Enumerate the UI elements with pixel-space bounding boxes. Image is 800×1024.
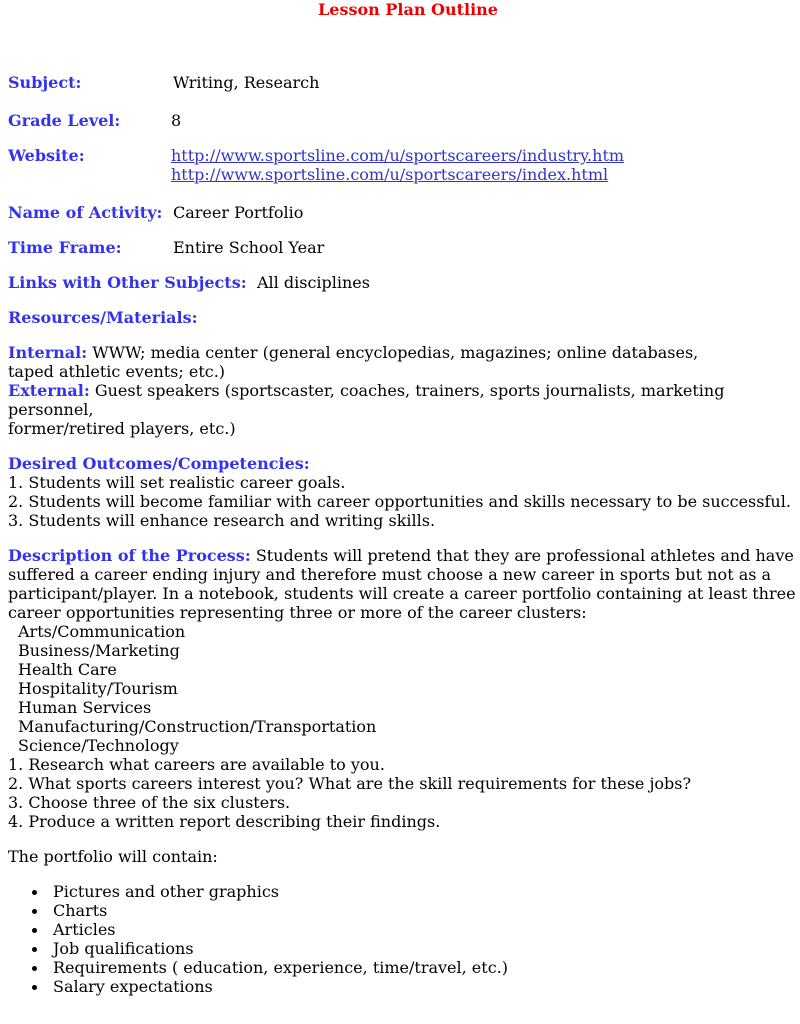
portfolio-item: Charts — [8, 901, 800, 920]
activity-name-label: Name of Activity: — [8, 203, 163, 222]
portfolio-item: Salary expectations — [8, 977, 800, 996]
cluster-item: Manufacturing/Construction/Transportation — [18, 717, 377, 736]
cluster-item: Hospitality/Tourism — [18, 679, 178, 698]
cluster-item: Health Care — [18, 660, 117, 679]
links-other-subjects-value: All disciplines — [257, 273, 370, 292]
cluster-item: Business/Marketing — [18, 641, 180, 660]
process-section — [8, 546, 800, 831]
links-other-subjects-label: Links with Other Subjects: — [8, 273, 247, 292]
process-heading: Description of the Process: — [8, 546, 251, 565]
website-link-index[interactable]: http://www.sportsline.com/u/sportscareers/index.html — [171, 165, 609, 184]
portfolio-item: Pictures and other graphics — [8, 882, 800, 901]
time-frame-label: Time Frame: — [8, 238, 122, 257]
subject-value: Writing, Research — [173, 73, 320, 92]
internal-line-2: taped athletic events; etc.) — [8, 362, 226, 381]
activity-name-value: Career Portfolio — [173, 203, 304, 222]
external-line-1: External: Guest speakers (sportscaster, coaches, trainers, sports journalists, marketing — [8, 381, 725, 400]
cluster-item: Arts/Communication — [18, 622, 186, 641]
outcomes-heading: Desired Outcomes/Competencies: — [8, 454, 310, 473]
subject-label: Subject: — [8, 73, 82, 92]
grade-level-label: Grade Level: — [8, 111, 121, 130]
portfolio-item: Requirements ( education, experience, time/travel, etc.) — [8, 958, 800, 977]
internal-label: Internal: — [8, 343, 88, 362]
process-line-4: career opportunities representing three or more of the career clusters: — [8, 603, 587, 622]
outcome-item: 3. Students will enhance research and writing skills. — [8, 511, 436, 530]
process-line-3: participant/player. In a notebook, students will create a career portfolio containing at least three — [8, 584, 796, 603]
process-step: 1. Research what careers are available to you. — [8, 755, 385, 774]
external-line-2: personnel, — [8, 400, 94, 419]
portfolio-list — [8, 882, 800, 996]
process-step: 3. Choose three of the six clusters. — [8, 793, 291, 812]
outcomes-section — [8, 454, 800, 530]
internal-line-1: Internal: WWW; media center (general encyclopedias, magazines; online databases, — [8, 343, 699, 362]
page-title: Lesson Plan Outline — [318, 0, 498, 19]
portfolio-intro: The portfolio will contain: — [8, 847, 218, 866]
external-line-3: former/retired players, etc.) — [8, 419, 236, 438]
process-line-2: suffered a career ending injury and therefore must choose a new career in sports but not as a — [8, 565, 772, 584]
website-link-industry[interactable]: http://www.sportsline.com/u/sportscareers/industry.htm — [171, 146, 625, 165]
time-frame-value: Entire School Year — [173, 238, 325, 257]
process-line-1: Description of the Process: Students will pretend that they are professional athletes and have — [8, 546, 794, 565]
grade-level-value: 8 — [171, 111, 182, 130]
outcome-item: 2. Students will become familiar with career opportunities and skills necessary to be successful. — [8, 492, 791, 511]
resources-section — [8, 343, 800, 438]
portfolio-item: Articles — [8, 920, 800, 939]
process-step: 4. Produce a written report describing their findings. — [8, 812, 441, 831]
outcome-item: 1. Students will set realistic career goals. — [8, 473, 346, 492]
portfolio-item: Job qualifications — [8, 939, 800, 958]
cluster-item: Human Services — [18, 698, 152, 717]
website-label: Website: — [8, 146, 85, 165]
external-label: External: — [8, 381, 90, 400]
resources-heading: Resources/Materials: — [8, 308, 198, 327]
cluster-item: Science/Technology — [18, 736, 179, 755]
process-step: 2. What sports careers interest you? What are the skill requirements for these jobs? — [8, 774, 692, 793]
